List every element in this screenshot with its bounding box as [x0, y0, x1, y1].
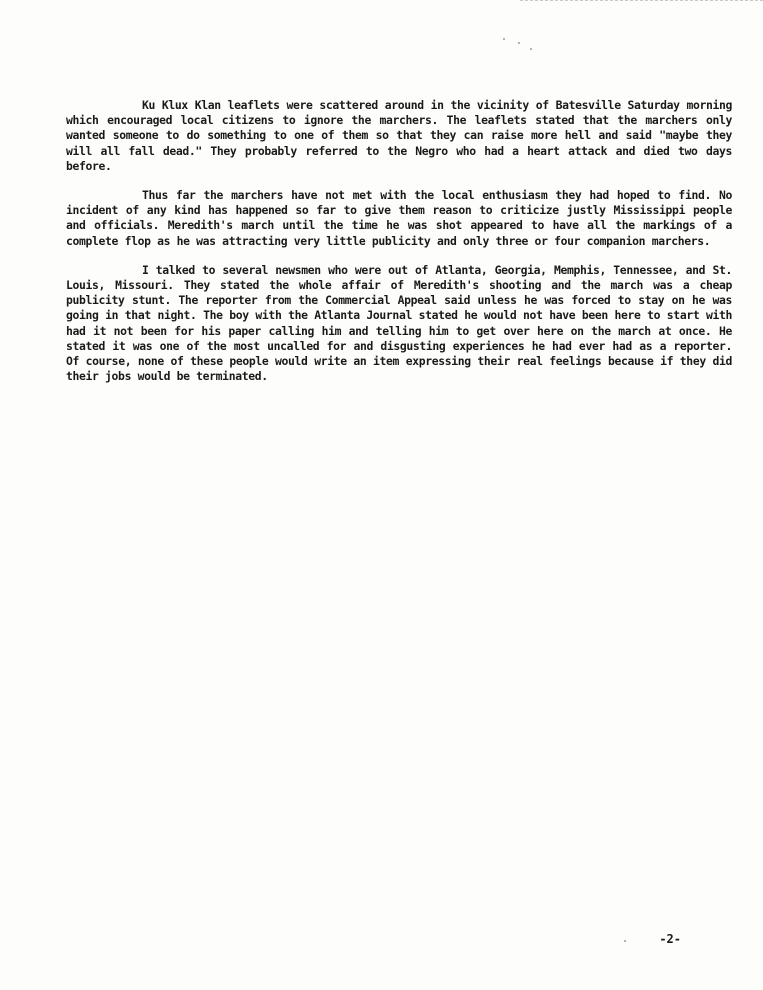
paragraph-2: Thus far the marchers have not met with the local enthusiasm they had hoped to find. No incident of any kind has happened so far to give them reason to criticize justly Mississippi people and officials. Meredith's march until the time he was shot appeared to have all the markings of a complete flop as he was attracting very little publicity and only three or four companion marchers.	[66, 188, 732, 248]
scan-speck	[518, 42, 520, 44]
paragraph-1: Ku Klux Klan leaflets were scattered around in the vicinity of Batesville Saturday morning which encouraged local citizens to ignore the marchers. The leaflets stated that the marchers only wanted someone to do something to one of them so that they can raise more hell and said "maybe they will all fall dead." They probably referred to the Negro who had a heart attack and died two days before.	[66, 98, 732, 173]
document-body	[66, 98, 732, 398]
page-top-edge	[520, 0, 763, 1]
paragraph-3: I talked to several newsmen who were out of Atlanta, Georgia, Memphis, Tennessee, and St. Louis, Missouri. They stated the whole affair of Meredith's shooting and the march was a cheap publicity stunt. The reporter from the Commercial Appeal said unless he was forced to stay on he was going in that night. The boy with the Atlanta Journal stated he would not have been here to start with had it not been for his paper calling him and telling him to get over here on the march at once. He stated it was one of the most uncalled for and disgusting experiences he had ever had as a reporter. Of course, none of these people would write an item expressing their real feelings because if they did their jobs would be terminated.	[66, 262, 732, 384]
scan-speck	[503, 38, 505, 40]
page-number: -2-	[659, 932, 681, 946]
scan-speck	[530, 48, 532, 50]
scan-speck	[624, 940, 626, 942]
